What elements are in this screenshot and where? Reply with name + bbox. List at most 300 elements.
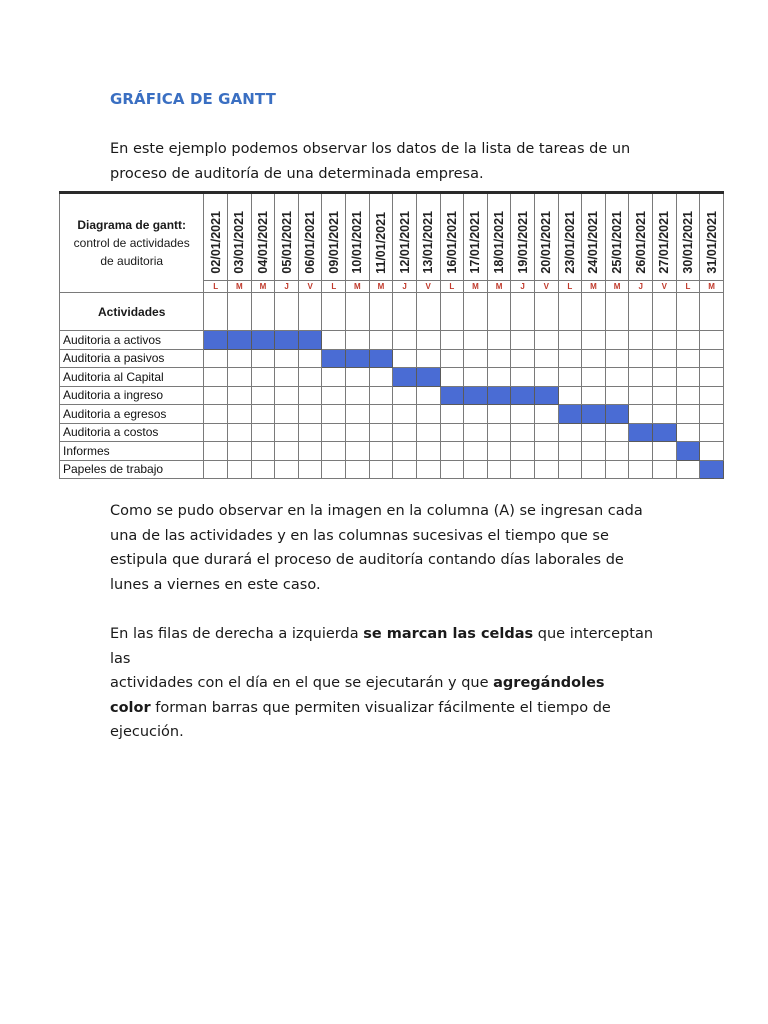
empty-cell bbox=[629, 405, 653, 424]
empty-cell bbox=[275, 442, 299, 461]
weekday-label: M bbox=[700, 281, 724, 293]
empty-cell bbox=[676, 460, 700, 479]
date-header-cell bbox=[322, 193, 346, 281]
gantt-bar-cell bbox=[464, 386, 488, 405]
empty-cell bbox=[440, 331, 464, 350]
weekday-label: M bbox=[464, 281, 488, 293]
empty-cell bbox=[346, 405, 370, 424]
empty-cell bbox=[298, 442, 322, 461]
empty-cell bbox=[416, 423, 440, 442]
empty-cell bbox=[204, 293, 228, 331]
empty-cell bbox=[534, 293, 558, 331]
date-header-cell bbox=[393, 193, 417, 281]
para2-line-2: una de las actividades y en las columnas sucesivas el tiempo que se bbox=[110, 527, 609, 544]
empty-cell bbox=[298, 405, 322, 424]
date-label: 26/01/2021 bbox=[633, 211, 648, 274]
weekday-label: L bbox=[676, 281, 700, 293]
gantt-bar-cell bbox=[558, 405, 582, 424]
gantt-bar-cell bbox=[204, 331, 228, 350]
empty-cell bbox=[440, 423, 464, 442]
empty-cell bbox=[464, 405, 488, 424]
empty-cell bbox=[629, 349, 653, 368]
date-label: 04/01/2021 bbox=[255, 211, 270, 274]
marking-paragraph bbox=[110, 622, 670, 745]
gantt-activity-row bbox=[60, 349, 724, 368]
activity-label: Auditoria a costos bbox=[60, 423, 204, 442]
empty-cell bbox=[605, 293, 629, 331]
date-label: 03/01/2021 bbox=[232, 211, 247, 274]
empty-cell bbox=[416, 349, 440, 368]
para2-line-3: estipula que durará el proceso de auditoría contando días laborales de bbox=[110, 552, 624, 569]
empty-cell bbox=[346, 423, 370, 442]
intro-paragraph bbox=[110, 137, 670, 186]
date-header-cell bbox=[511, 193, 535, 281]
para3-line2-bold: agregándoles bbox=[493, 675, 605, 692]
gantt-bar-cell bbox=[346, 349, 370, 368]
empty-cell bbox=[393, 423, 417, 442]
date-header-cell bbox=[605, 193, 629, 281]
empty-cell bbox=[558, 293, 582, 331]
empty-cell bbox=[629, 331, 653, 350]
empty-cell bbox=[416, 442, 440, 461]
empty-cell bbox=[487, 293, 511, 331]
weekday-label: V bbox=[416, 281, 440, 293]
date-header-cell bbox=[369, 193, 393, 281]
empty-cell bbox=[416, 331, 440, 350]
empty-cell bbox=[558, 442, 582, 461]
empty-cell bbox=[440, 405, 464, 424]
empty-cell bbox=[534, 460, 558, 479]
empty-cell bbox=[298, 386, 322, 405]
gantt-bar-cell bbox=[275, 331, 299, 350]
empty-cell bbox=[322, 331, 346, 350]
gantt-bar-cell bbox=[487, 386, 511, 405]
para3-line2-a: actividades con el día en el que se ejecutarán y que bbox=[110, 675, 494, 692]
empty-cell bbox=[534, 349, 558, 368]
date-label: 25/01/2021 bbox=[610, 211, 625, 274]
empty-cell bbox=[511, 349, 535, 368]
empty-cell bbox=[298, 423, 322, 442]
empty-cell bbox=[228, 442, 252, 461]
gantt-header-title: Diagrama de gantt: bbox=[77, 218, 187, 232]
gantt-activity-row bbox=[60, 405, 724, 424]
date-label: 23/01/2021 bbox=[562, 211, 577, 274]
empty-cell bbox=[204, 442, 228, 461]
date-label: 05/01/2021 bbox=[279, 211, 294, 274]
date-header-cell bbox=[652, 193, 676, 281]
date-header-cell bbox=[440, 193, 464, 281]
empty-cell bbox=[416, 293, 440, 331]
empty-cell bbox=[582, 349, 606, 368]
date-label: 17/01/2021 bbox=[468, 211, 483, 274]
empty-cell bbox=[629, 293, 653, 331]
empty-cell bbox=[652, 368, 676, 387]
gantt-bar-cell bbox=[393, 368, 417, 387]
gantt-bar-cell bbox=[582, 405, 606, 424]
date-header-cell bbox=[558, 193, 582, 281]
intro-line-1: En este ejemplo podemos observar los datos de la lista de tareas de un bbox=[110, 141, 631, 157]
empty-cell bbox=[416, 405, 440, 424]
empty-cell bbox=[511, 423, 535, 442]
gantt-bar-cell bbox=[416, 368, 440, 387]
empty-cell bbox=[393, 442, 417, 461]
empty-cell bbox=[416, 460, 440, 479]
empty-cell bbox=[487, 331, 511, 350]
empty-cell bbox=[416, 386, 440, 405]
gantt-bar-cell bbox=[228, 331, 252, 350]
para3-line1-b: que interceptan las bbox=[110, 626, 654, 667]
empty-cell bbox=[275, 423, 299, 442]
date-header-cell bbox=[251, 193, 275, 281]
empty-cell bbox=[369, 368, 393, 387]
empty-cell bbox=[558, 386, 582, 405]
empty-cell bbox=[228, 386, 252, 405]
activity-label: Informes bbox=[60, 442, 204, 461]
empty-cell bbox=[652, 405, 676, 424]
empty-cell bbox=[464, 331, 488, 350]
gantt-bar-cell bbox=[700, 460, 724, 479]
empty-cell bbox=[251, 293, 275, 331]
empty-cell bbox=[700, 331, 724, 350]
date-label: 10/01/2021 bbox=[350, 211, 365, 274]
empty-cell bbox=[676, 423, 700, 442]
date-label: 31/01/2021 bbox=[704, 211, 719, 274]
weekday-label: M bbox=[346, 281, 370, 293]
empty-cell bbox=[629, 460, 653, 479]
empty-cell bbox=[582, 423, 606, 442]
gantt-activity-row bbox=[60, 423, 724, 442]
empty-cell bbox=[228, 349, 252, 368]
gantt-date-row bbox=[60, 193, 724, 281]
date-header-cell bbox=[582, 193, 606, 281]
date-label: 19/01/2021 bbox=[515, 211, 530, 274]
gantt-bar-cell bbox=[440, 386, 464, 405]
date-label: 12/01/2021 bbox=[397, 211, 412, 274]
empty-cell bbox=[676, 349, 700, 368]
empty-cell bbox=[322, 460, 346, 479]
empty-cell bbox=[298, 293, 322, 331]
empty-cell bbox=[322, 442, 346, 461]
empty-cell bbox=[464, 442, 488, 461]
empty-cell bbox=[204, 405, 228, 424]
empty-cell bbox=[322, 368, 346, 387]
empty-cell bbox=[464, 368, 488, 387]
empty-cell bbox=[511, 293, 535, 331]
empty-cell bbox=[369, 460, 393, 479]
empty-cell bbox=[369, 423, 393, 442]
explanation-paragraph bbox=[110, 499, 670, 597]
empty-cell bbox=[346, 331, 370, 350]
date-label: 16/01/2021 bbox=[444, 211, 459, 274]
weekday-label: J bbox=[275, 281, 299, 293]
empty-cell bbox=[582, 368, 606, 387]
para3-line1-bold: se marcan las celdas bbox=[363, 626, 534, 642]
empty-cell bbox=[228, 405, 252, 424]
empty-cell bbox=[534, 405, 558, 424]
empty-cell bbox=[275, 460, 299, 479]
gantt-bar-cell bbox=[534, 386, 558, 405]
date-label: 13/01/2021 bbox=[421, 211, 436, 274]
empty-cell bbox=[676, 331, 700, 350]
empty-cell bbox=[629, 386, 653, 405]
empty-cell bbox=[440, 293, 464, 331]
empty-cell bbox=[346, 442, 370, 461]
gantt-header-line3: de auditoria bbox=[100, 254, 164, 268]
empty-cell bbox=[605, 386, 629, 405]
weekday-label: M bbox=[487, 281, 511, 293]
empty-cell bbox=[652, 442, 676, 461]
empty-cell bbox=[275, 386, 299, 405]
date-header-cell bbox=[228, 193, 252, 281]
empty-cell bbox=[464, 293, 488, 331]
empty-cell bbox=[228, 460, 252, 479]
gantt-bar-cell bbox=[605, 405, 629, 424]
empty-cell bbox=[605, 423, 629, 442]
para2-line-1: Como se pudo observar en la imagen en la columna (A) se ingresan cada bbox=[110, 503, 643, 519]
weekday-label: J bbox=[629, 281, 653, 293]
empty-cell bbox=[275, 293, 299, 331]
empty-cell bbox=[582, 331, 606, 350]
empty-cell bbox=[700, 368, 724, 387]
para2-line-4: lunes a viernes en este caso. bbox=[110, 576, 321, 593]
gantt-activity-row bbox=[60, 386, 724, 405]
empty-cell bbox=[251, 460, 275, 479]
empty-cell bbox=[511, 405, 535, 424]
gantt-bar-cell bbox=[322, 349, 346, 368]
empty-cell bbox=[487, 368, 511, 387]
empty-cell bbox=[700, 405, 724, 424]
empty-cell bbox=[393, 349, 417, 368]
empty-cell bbox=[487, 349, 511, 368]
empty-cell bbox=[652, 349, 676, 368]
empty-cell bbox=[629, 368, 653, 387]
para3-line4: ejecución. bbox=[110, 724, 184, 741]
date-label: 27/01/2021 bbox=[657, 211, 672, 274]
activity-label: Papeles de trabajo bbox=[60, 460, 204, 479]
empty-cell bbox=[228, 423, 252, 442]
empty-cell bbox=[558, 423, 582, 442]
gantt-chart-image bbox=[59, 191, 724, 475]
gantt-header-cell bbox=[60, 193, 204, 293]
empty-cell bbox=[322, 386, 346, 405]
empty-cell bbox=[652, 293, 676, 331]
date-header-cell bbox=[487, 193, 511, 281]
weekday-label: M bbox=[251, 281, 275, 293]
weekday-label: J bbox=[393, 281, 417, 293]
empty-cell bbox=[298, 460, 322, 479]
empty-cell bbox=[275, 405, 299, 424]
activities-header: Actividades bbox=[60, 293, 204, 331]
empty-cell bbox=[534, 442, 558, 461]
empty-cell bbox=[440, 349, 464, 368]
empty-cell bbox=[582, 386, 606, 405]
empty-cell bbox=[582, 460, 606, 479]
empty-cell bbox=[511, 442, 535, 461]
empty-cell bbox=[676, 368, 700, 387]
empty-cell bbox=[298, 349, 322, 368]
empty-cell bbox=[204, 423, 228, 442]
empty-cell bbox=[487, 460, 511, 479]
empty-cell bbox=[275, 368, 299, 387]
empty-cell bbox=[558, 460, 582, 479]
empty-cell bbox=[676, 405, 700, 424]
empty-cell bbox=[700, 349, 724, 368]
empty-cell bbox=[700, 442, 724, 461]
date-label: 11/01/2021 bbox=[373, 212, 388, 274]
date-label: 20/01/2021 bbox=[539, 211, 554, 274]
empty-cell bbox=[251, 442, 275, 461]
empty-cell bbox=[369, 293, 393, 331]
empty-cell bbox=[204, 349, 228, 368]
empty-cell bbox=[511, 331, 535, 350]
date-header-cell bbox=[298, 193, 322, 281]
gantt-bar-cell bbox=[629, 423, 653, 442]
gantt-header-line2: control de actividades bbox=[73, 236, 190, 250]
empty-cell bbox=[534, 368, 558, 387]
gantt-activity-row bbox=[60, 442, 724, 461]
empty-cell bbox=[251, 423, 275, 442]
empty-cell bbox=[511, 460, 535, 479]
date-header-cell bbox=[700, 193, 724, 281]
weekday-label: M bbox=[369, 281, 393, 293]
date-header-cell bbox=[416, 193, 440, 281]
date-header-cell bbox=[629, 193, 653, 281]
activity-label: Auditoria al Capital bbox=[60, 368, 204, 387]
weekday-label: J bbox=[511, 281, 535, 293]
empty-cell bbox=[322, 405, 346, 424]
gantt-activity-row bbox=[60, 460, 724, 479]
date-label: 24/01/2021 bbox=[586, 211, 601, 274]
weekday-label: M bbox=[228, 281, 252, 293]
empty-cell bbox=[369, 331, 393, 350]
date-header-cell bbox=[676, 193, 700, 281]
empty-cell bbox=[558, 349, 582, 368]
activity-label: Auditoria a ingreso bbox=[60, 386, 204, 405]
empty-cell bbox=[629, 442, 653, 461]
date-label: 06/01/2021 bbox=[303, 211, 318, 274]
activity-label: Auditoria a activos bbox=[60, 331, 204, 350]
document-title: GRÁFICA DE GANTT bbox=[110, 90, 276, 108]
date-label: 02/01/2021 bbox=[208, 211, 223, 274]
empty-cell bbox=[605, 368, 629, 387]
gantt-activity-row bbox=[60, 368, 724, 387]
empty-cell bbox=[204, 368, 228, 387]
empty-cell bbox=[605, 460, 629, 479]
empty-cell bbox=[393, 293, 417, 331]
date-header-cell bbox=[534, 193, 558, 281]
activity-label: Auditoria a pasivos bbox=[60, 349, 204, 368]
empty-cell bbox=[393, 460, 417, 479]
empty-cell bbox=[700, 386, 724, 405]
empty-cell bbox=[605, 349, 629, 368]
gantt-table bbox=[59, 191, 724, 479]
empty-cell bbox=[652, 386, 676, 405]
empty-cell bbox=[322, 293, 346, 331]
weekday-label: L bbox=[322, 281, 346, 293]
date-header-cell bbox=[464, 193, 488, 281]
empty-cell bbox=[393, 331, 417, 350]
weekday-label: L bbox=[204, 281, 228, 293]
empty-cell bbox=[251, 349, 275, 368]
date-label: 09/01/2021 bbox=[326, 211, 341, 274]
weekday-label: V bbox=[298, 281, 322, 293]
empty-cell bbox=[582, 442, 606, 461]
empty-cell bbox=[676, 386, 700, 405]
empty-cell bbox=[558, 331, 582, 350]
date-label: 30/01/2021 bbox=[680, 211, 695, 274]
empty-cell bbox=[464, 460, 488, 479]
weekday-label: M bbox=[582, 281, 606, 293]
para3-line3-bold: color bbox=[110, 699, 151, 716]
gantt-bar-cell bbox=[298, 331, 322, 350]
gantt-bar-cell bbox=[676, 442, 700, 461]
empty-cell bbox=[346, 460, 370, 479]
gantt-activities-header-row bbox=[60, 293, 724, 331]
para3-line3-b: forman barras que permiten visualizar fácilmente el tiempo de bbox=[150, 699, 611, 716]
empty-cell bbox=[369, 386, 393, 405]
empty-cell bbox=[228, 293, 252, 331]
weekday-label: V bbox=[652, 281, 676, 293]
empty-cell bbox=[346, 368, 370, 387]
empty-cell bbox=[251, 405, 275, 424]
empty-cell bbox=[605, 442, 629, 461]
date-label: 18/01/2021 bbox=[492, 211, 507, 274]
empty-cell bbox=[204, 386, 228, 405]
empty-cell bbox=[251, 368, 275, 387]
empty-cell bbox=[511, 368, 535, 387]
weekday-label: L bbox=[558, 281, 582, 293]
para3-line1-a: En las filas de derecha a izquierda bbox=[110, 626, 364, 642]
empty-cell bbox=[487, 442, 511, 461]
gantt-bar-cell bbox=[652, 423, 676, 442]
weekday-label: L bbox=[440, 281, 464, 293]
empty-cell bbox=[487, 423, 511, 442]
empty-cell bbox=[369, 405, 393, 424]
date-header-cell bbox=[275, 193, 299, 281]
empty-cell bbox=[440, 442, 464, 461]
empty-cell bbox=[393, 386, 417, 405]
empty-cell bbox=[369, 442, 393, 461]
empty-cell bbox=[534, 331, 558, 350]
empty-cell bbox=[534, 423, 558, 442]
empty-cell bbox=[440, 460, 464, 479]
empty-cell bbox=[464, 349, 488, 368]
weekday-label: M bbox=[605, 281, 629, 293]
empty-cell bbox=[251, 386, 275, 405]
intro-line-2: proceso de auditoría de una determinada empresa. bbox=[110, 165, 484, 182]
empty-cell bbox=[605, 331, 629, 350]
date-header-cell bbox=[346, 193, 370, 281]
empty-cell bbox=[676, 293, 700, 331]
empty-cell bbox=[298, 368, 322, 387]
gantt-bar-cell bbox=[369, 349, 393, 368]
empty-cell bbox=[652, 460, 676, 479]
gantt-bar-cell bbox=[511, 386, 535, 405]
empty-cell bbox=[346, 293, 370, 331]
empty-cell bbox=[275, 349, 299, 368]
empty-cell bbox=[652, 331, 676, 350]
empty-cell bbox=[204, 460, 228, 479]
empty-cell bbox=[440, 368, 464, 387]
empty-cell bbox=[393, 405, 417, 424]
empty-cell bbox=[700, 423, 724, 442]
empty-cell bbox=[558, 368, 582, 387]
weekday-label: V bbox=[534, 281, 558, 293]
empty-cell bbox=[700, 293, 724, 331]
empty-cell bbox=[464, 423, 488, 442]
empty-cell bbox=[487, 405, 511, 424]
date-header-cell bbox=[204, 193, 228, 281]
